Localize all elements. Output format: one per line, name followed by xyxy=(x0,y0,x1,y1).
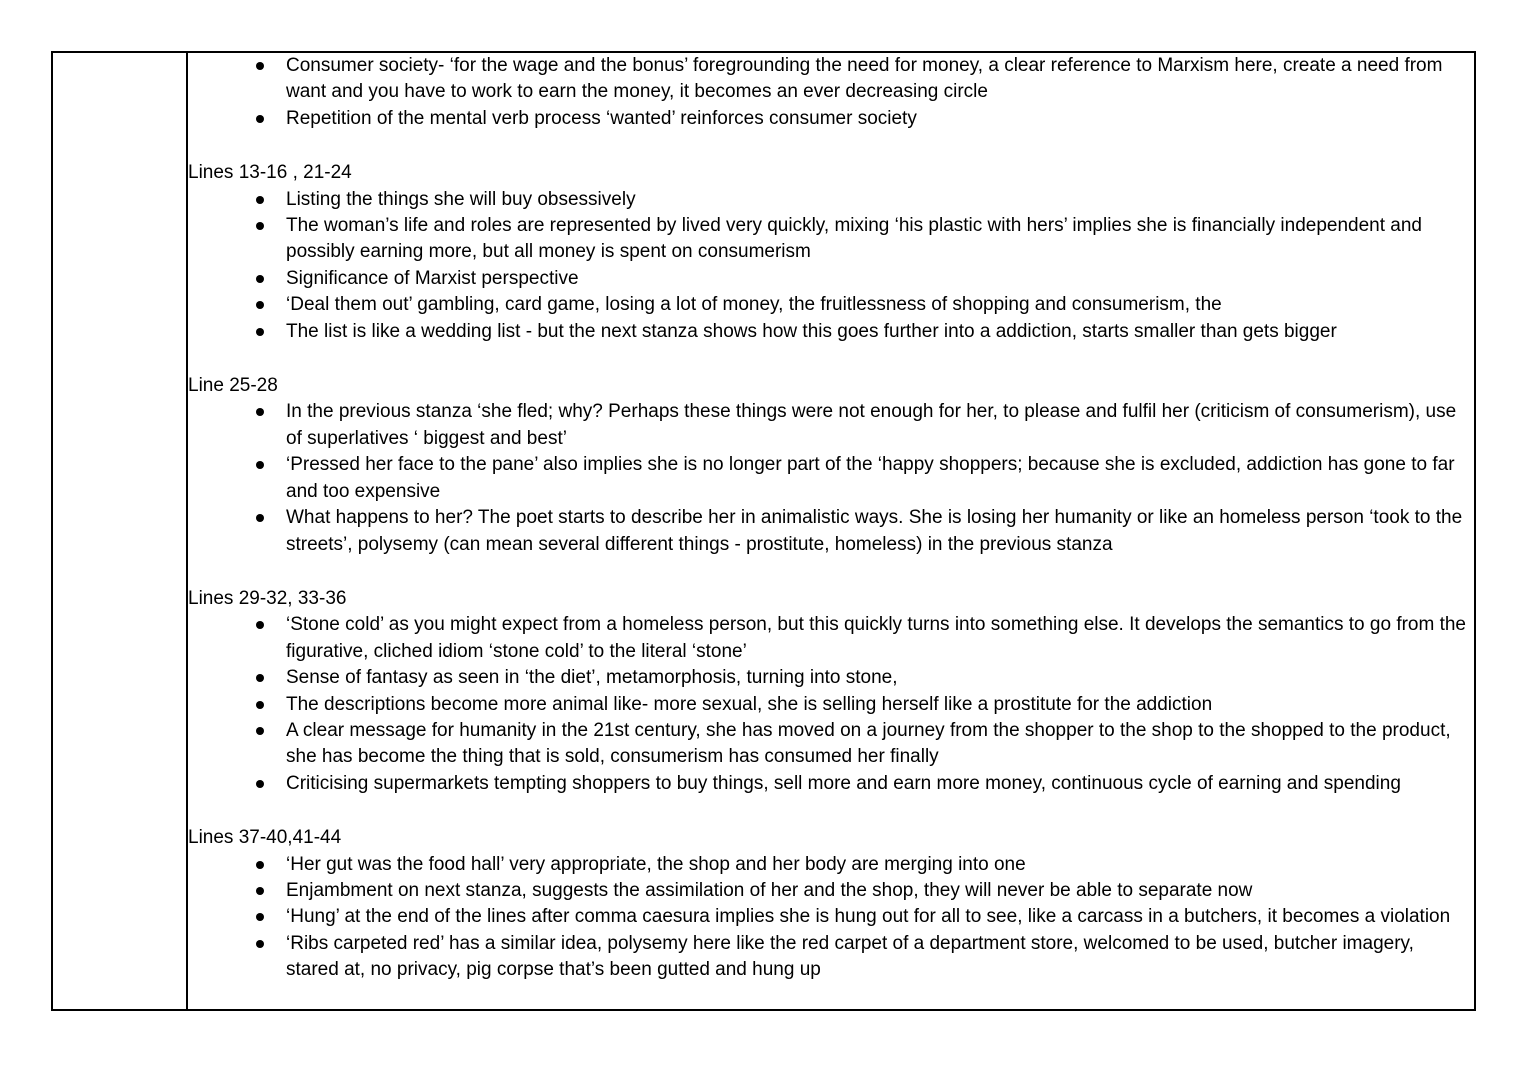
bullet-item xyxy=(188,266,1474,292)
bullet-item xyxy=(188,292,1474,318)
bullet-item xyxy=(188,612,1474,665)
notes-section xyxy=(188,586,1474,797)
bullet-dot-icon xyxy=(256,780,264,788)
bullet-item xyxy=(188,399,1474,452)
bullet-item xyxy=(188,692,1474,718)
bullet-dot-icon xyxy=(256,408,264,416)
bullet-text: ‘Pressed her face to the pane’ also implies she is no longer part of the ‘happy shoppers; because she is excluded, addiction has gone to far and too expensive xyxy=(286,454,1455,502)
bullet-text: Criticising supermarkets tempting shoppers to buy things, sell more and earn more money, continuous cycle of earning and spending xyxy=(286,772,1401,794)
bullet-text: ‘Deal them out’ gambling, card game, losing a lot of money, the fruitlessness of shopping and consumerism, the xyxy=(286,294,1222,316)
bullet-item xyxy=(188,505,1474,558)
bullet-list xyxy=(188,187,1474,345)
section-gap xyxy=(188,797,1474,825)
bullet-dot-icon xyxy=(256,621,264,629)
bullet-dot-icon xyxy=(256,222,264,230)
bullet-dot-icon xyxy=(256,275,264,283)
bullet-dot-icon xyxy=(256,115,264,123)
bullet-dot-icon xyxy=(256,701,264,709)
bullet-text: Sense of fantasy as seen in ‘the diet’, metamorphosis, turning into stone, xyxy=(286,667,898,689)
bullet-dot-icon xyxy=(256,328,264,336)
bullet-item xyxy=(188,319,1474,345)
bullet-text: A clear message for humanity in the 21st century, she has moved on a journey from the shopper to the shop to the shopped to the product, she has become the thing that is sold, consumerism has consumed her finally xyxy=(286,719,1451,768)
bullet-text: Consumer society- ‘for the wage and the bonus’ foregrounding the need for money, a clear reference to Marxism here, create a need from want and you have to work to earn the money, it becomes an ever decreasing circle xyxy=(286,55,1443,103)
bullet-text: What happens to her? The poet starts to describe her in animalistic ways. She is losing her humanity or like an homeless person ‘took to the streets’, polysemy (can mean several different things - prostitute, homeless) in the previous stanza xyxy=(286,507,1463,555)
bullet-dot-icon xyxy=(256,301,264,309)
bullet-item xyxy=(188,904,1474,930)
bullet-dot-icon xyxy=(256,913,264,921)
section-gap xyxy=(188,132,1474,160)
bullet-list xyxy=(188,53,1474,132)
bullet-text: ‘Her gut was the food hall’ very appropriate, the shop and her body are merging into one xyxy=(286,853,1026,875)
bullet-dot-icon xyxy=(256,887,264,895)
bullet-dot-icon xyxy=(256,674,264,682)
bullet-text: The woman’s life and roles are represented by lived very quickly, mixing ‘his plastic with hers’ implies she is financially independent and possibly earning more, but all money is spent on consumerism xyxy=(286,215,1422,263)
bullet-text: ‘Hung’ at the end of the lines after comma caesura implies she is hung out for all to see, like a carcass in a butchers, it becomes a violation xyxy=(286,906,1451,928)
bullet-text: The list is like a wedding list - but the next stanza shows how this goes further into a addiction, starts smaller than gets bigger xyxy=(286,320,1337,342)
bullet-dot-icon xyxy=(256,514,264,522)
bullet-dot-icon xyxy=(256,196,264,204)
section-heading: Lines 37-40,41-44 xyxy=(188,827,342,849)
bullet-text: Significance of Marxist perspective xyxy=(286,267,579,289)
bullet-text: Enjambment on next stanza, suggests the assimilation of her and the shop, they will never be able to separate now xyxy=(286,879,1253,901)
bullet-text: The descriptions become more animal like- more sexual, she is selling herself like a prostitute for the addiction xyxy=(286,693,1213,715)
bullet-item xyxy=(188,665,1474,691)
section-heading: Lines 29-32, 33-36 xyxy=(188,587,347,609)
bullet-text: Repetition of the mental verb process ‘wanted’ reinforces consumer society xyxy=(286,107,917,129)
bullet-list xyxy=(188,852,1474,984)
notes-table xyxy=(51,51,1476,1011)
bullet-item xyxy=(188,878,1474,904)
notes-section xyxy=(188,825,1474,983)
bullet-dot-icon xyxy=(256,62,264,70)
bullet-item xyxy=(188,106,1474,132)
notes-section xyxy=(188,53,1474,132)
bullet-item xyxy=(188,452,1474,505)
table-left-cell xyxy=(53,53,188,1009)
bullet-item xyxy=(188,53,1474,106)
bullet-dot-icon xyxy=(256,940,264,948)
section-heading: Line 25-28 xyxy=(188,375,278,397)
bullet-item xyxy=(188,187,1474,213)
table-right-cell xyxy=(188,53,1474,1009)
section-gap xyxy=(188,345,1474,373)
bullet-list xyxy=(188,612,1474,797)
notes-section xyxy=(188,160,1474,345)
bullet-item xyxy=(188,771,1474,797)
bullet-item xyxy=(188,718,1474,771)
bullet-text: ‘Stone cold’ as you might expect from a homeless person, but this quickly turns into something else. It develops the semantics to go from the figurative, cliched idiom ‘stone cold’ to the literal ‘stone’ xyxy=(286,614,1467,662)
section-heading: Lines 13-16 , 21-24 xyxy=(188,162,352,184)
section-gap xyxy=(188,558,1474,586)
bullet-item xyxy=(188,931,1474,984)
bullet-text: ‘Ribs carpeted red’ has a similar idea, polysemy here like the red carpet of a department store, welcomed to be used, butcher imagery, stared at, no privacy, pig corpse that’s been gutted and hung up xyxy=(286,932,1414,981)
bullet-dot-icon xyxy=(256,461,264,469)
bullet-list xyxy=(188,399,1474,557)
bullet-text: In the previous stanza ‘she fled; why? Perhaps these things were not enough for her, to please and fulfil her (criticism of consumerism), use of superlatives ‘ biggest and best’ xyxy=(286,401,1457,449)
notes-section xyxy=(188,373,1474,558)
bullet-dot-icon xyxy=(256,861,264,869)
bullet-text: Listing the things she will buy obsessively xyxy=(286,188,636,210)
bullet-dot-icon xyxy=(256,727,264,735)
bullet-item xyxy=(188,213,1474,266)
bullet-item xyxy=(188,852,1474,878)
